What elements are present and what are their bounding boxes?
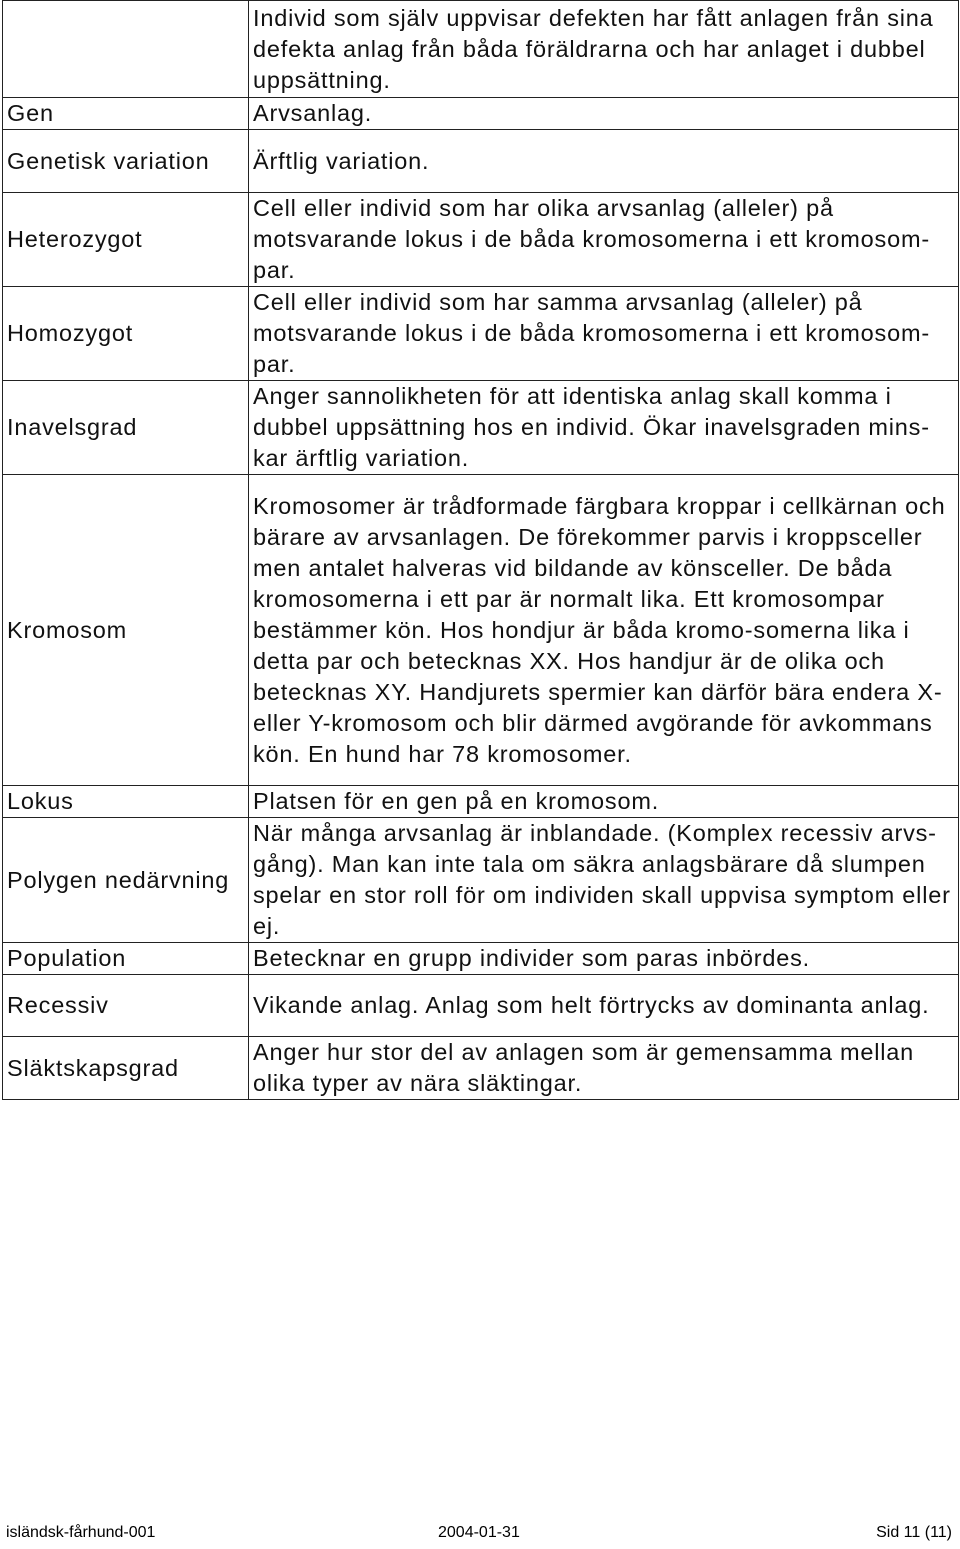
table-row xyxy=(3,786,959,818)
term-cell: Släktskapsgrad xyxy=(3,1037,249,1100)
definition-cell: Kromosomer är trådformade färgbara kroppar i cellkärnan och bärare av arvsanlagen. De förekommer parvis i kroppsceller men antalet halveras vid bildande av könsceller. De båda kromosomerna i ett par är normalt lika. Ett kromosompar bestämmer kön. Hos hondjur är båda kromo-somerna lika i detta par och betecknas XX. Hos handjur är de olika och betecknas XY. Handjurets spermier kan därför bära endera X- eller Y-kromosom och blir därmed avgörande för avkommans kön. En hund har 78 kromosomer. xyxy=(249,475,959,786)
definition-cell: Individ som själv uppvisar defekten har fått anlagen från sina defekta anlag från båda föräldrarna och har anlaget i dubbel uppsättning. xyxy=(249,1,959,98)
table-row xyxy=(3,475,959,786)
table-row xyxy=(3,943,959,975)
term-cell: Gen xyxy=(3,98,249,130)
table-row xyxy=(3,130,959,193)
table-row xyxy=(3,98,959,130)
table-row xyxy=(3,818,959,943)
definition-cell: Cell eller individ som har samma arvsanlag (alleler) på motsvarande lokus i de båda kromosomerna i ett kromosom-par. xyxy=(249,287,959,381)
table-row xyxy=(3,1,959,98)
definition-cell: Ärftlig variation. xyxy=(249,130,959,193)
table-row xyxy=(3,287,959,381)
table-row xyxy=(3,381,959,475)
definition-cell: Arvsanlag. xyxy=(249,98,959,130)
term-cell: Population xyxy=(3,943,249,975)
definition-cell: Anger hur stor del av anlagen som är gemensamma mellan olika typer av nära släktingar. xyxy=(249,1037,959,1100)
definition-cell: Vikande anlag. Anlag som helt förtrycks av dominanta anlag. xyxy=(249,975,959,1037)
footer-document-id: isländsk-fårhund-001 xyxy=(6,1524,156,1541)
term-cell: Lokus xyxy=(3,786,249,818)
term-cell: Recessiv xyxy=(3,975,249,1037)
term-cell: Genetisk variation xyxy=(3,130,249,193)
definition-cell: När många arvsanlag är inblandade. (Komplex recessiv arvs-gång). Man kan inte tala om säkra anlagsbärare då slumpen spelar en stor roll för om individen skall uppvisa symptom eller ej. xyxy=(249,818,959,943)
term-cell xyxy=(3,1,249,98)
definition-cell: Anger sannolikheten för att identiska anlag skall komma i dubbel uppsättning hos en individ. Ökar inavelsgraden mins-kar ärftlig variation. xyxy=(249,381,959,475)
term-cell: Polygen nedärvning xyxy=(3,818,249,943)
definition-cell: Betecknar en grupp individer som paras inbördes. xyxy=(249,943,959,975)
footer-date: 2004-01-31 xyxy=(438,1524,520,1541)
term-cell: Homozygot xyxy=(3,287,249,381)
table-row xyxy=(3,193,959,287)
term-cell: Kromosom xyxy=(3,475,249,786)
footer-page-number: Sid 11 (11) xyxy=(876,1524,952,1541)
table-row xyxy=(3,975,959,1037)
term-cell: Inavelsgrad xyxy=(3,381,249,475)
table-row xyxy=(3,1037,959,1100)
definition-cell: Platsen för en gen på en kromosom. xyxy=(249,786,959,818)
glossary-table xyxy=(2,0,959,1100)
definition-cell: Cell eller individ som har olika arvsanlag (alleler) på motsvarande lokus i de båda kromosomerna i ett kromosom-par. xyxy=(249,193,959,287)
page-footer xyxy=(6,1524,952,1544)
term-cell: Heterozygot xyxy=(3,193,249,287)
